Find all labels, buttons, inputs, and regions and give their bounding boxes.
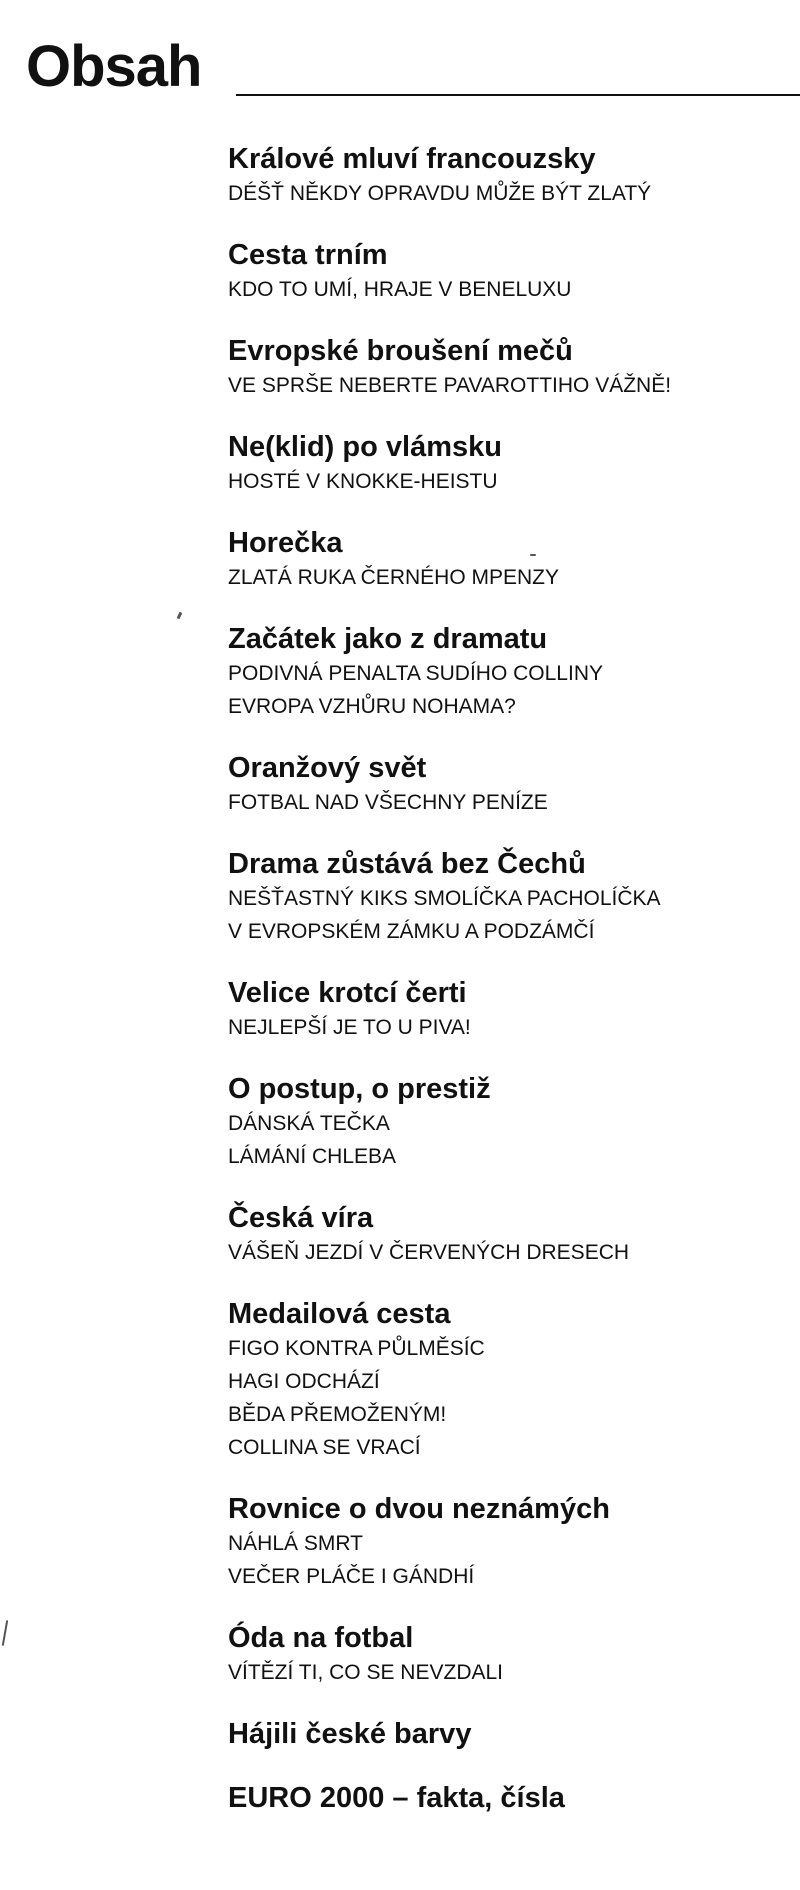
toc-entry-subtitle: LÁMÁNÍ CHLEBA	[228, 1145, 397, 1168]
toc-entry-subtitles	[228, 882, 788, 948]
toc-entry-subtitles	[228, 657, 788, 723]
toc-entry	[228, 142, 788, 210]
toc-entry-subtitle: HOSTÉ V KNOKKE-HEISTU	[228, 470, 498, 493]
toc-entry-title: Hájili české barvy	[228, 1718, 472, 1750]
toc-entry-title: Česká víra	[228, 1202, 374, 1234]
toc-entry-subtitle: COLLINA SE VRACÍ	[228, 1436, 421, 1459]
toc-entry-title: O postup, o prestiž	[228, 1073, 491, 1105]
toc-entry-subtitle: DÉŠŤ NĚKDY OPRAVDU MŮŽE BÝT ZLATÝ	[228, 182, 652, 205]
toc-entry	[228, 1781, 788, 1815]
toc-entry	[228, 430, 788, 498]
toc-entry-subtitle: V EVROPSKÉM ZÁMKU A PODZÁMČÍ	[228, 920, 595, 943]
toc-entry-subtitle: NÁHLÁ SMRT	[228, 1532, 363, 1555]
scan-speck	[2, 1620, 8, 1646]
toc-entry-subtitles	[228, 1332, 788, 1464]
toc-entry	[228, 1297, 788, 1464]
toc-entry	[228, 751, 788, 819]
toc-entry-subtitles	[228, 786, 788, 819]
toc-entry-subtitles	[228, 1236, 788, 1269]
toc-entry-subtitle: NEJLEPŠÍ JE TO U PIVA!	[228, 1016, 471, 1039]
toc-entry-subtitles	[228, 1107, 788, 1173]
page-header	[0, 0, 800, 110]
toc-entry-subtitle: DÁNSKÁ TEČKA	[228, 1112, 390, 1135]
toc-entry-subtitles	[228, 465, 788, 498]
toc-entry	[228, 238, 788, 306]
page-title: Obsah	[26, 34, 202, 99]
toc-entry	[228, 976, 788, 1044]
toc-entry	[228, 334, 788, 402]
toc-entry-title: Začátek jako z dramatu	[228, 623, 548, 655]
scan-speck	[530, 554, 536, 556]
toc-entry-title: Ne(klid) po vlámsku	[228, 431, 502, 463]
toc-entry-subtitles	[228, 369, 788, 402]
toc-entry-title: Óda na fotbal	[228, 1622, 414, 1654]
toc-entry-subtitle: VE SPRŠE NEBERTE PAVAROTTIHO VÁŽNĚ!	[228, 374, 672, 397]
toc-entry-title: Evropské broušení mečů	[228, 335, 573, 367]
toc-entry-title: Drama zůstává bez Čechů	[228, 848, 586, 880]
toc-entry	[228, 622, 788, 723]
toc-entry	[228, 847, 788, 948]
toc-entry-subtitles	[228, 273, 788, 306]
toc-entry-title: Cesta trním	[228, 239, 388, 271]
toc-entry-subtitle: HAGI ODCHÁZÍ	[228, 1370, 380, 1393]
toc-entry-subtitle: VÍTĚZÍ TI, CO SE NEVZDALI	[228, 1661, 503, 1684]
toc-entry-subtitle: FOTBAL NAD VŠECHNY PENÍZE	[228, 791, 548, 814]
scan-speck	[177, 612, 183, 620]
toc-entry	[228, 1492, 788, 1593]
toc-entry-subtitle: VÁŠEŇ JEZDÍ V ČERVENÝCH DRESECH	[228, 1241, 630, 1264]
toc-entry-title: EURO 2000 – fakta, čísla	[228, 1782, 565, 1814]
toc-entry-subtitle: BĚDA PŘEMOŽENÝM!	[228, 1403, 447, 1426]
toc-entry-subtitles	[228, 1527, 788, 1593]
toc-entry-title: Horečka	[228, 527, 343, 559]
toc-entry	[228, 1201, 788, 1269]
toc-entry-subtitle: EVROPA VZHŮRU NOHAMA?	[228, 695, 516, 718]
toc-entry	[228, 1072, 788, 1173]
toc-entry-subtitles	[228, 1656, 788, 1689]
toc-entry	[228, 1621, 788, 1689]
toc-entry-subtitle: ZLATÁ RUKA ČERNÉHO MPENZY	[228, 566, 559, 589]
toc-entry-title: Rovnice o dvou neznámých	[228, 1493, 610, 1525]
toc-entry-title: Králové mluví francouzsky	[228, 143, 596, 175]
toc-entry-subtitle: VEČER PLÁČE I GÁNDHÍ	[228, 1565, 475, 1588]
table-of-contents	[228, 142, 788, 1845]
toc-entry	[228, 1717, 788, 1751]
toc-entry-title: Medailová cesta	[228, 1298, 451, 1330]
toc-entry	[228, 526, 788, 594]
toc-entry-title: Oranžový svět	[228, 752, 427, 784]
toc-entry-subtitle: FIGO KONTRA PŮLMĚSÍC	[228, 1337, 485, 1360]
toc-entry-subtitle: PODIVNÁ PENALTA SUDÍHO COLLINY	[228, 662, 603, 685]
title-rule	[236, 94, 800, 96]
toc-entry-subtitle: KDO TO UMÍ, HRAJE V BENELUXU	[228, 278, 572, 301]
toc-entry-subtitles	[228, 1011, 788, 1044]
toc-entry-subtitle: NEŠŤASTNÝ KIKS SMOLÍČKA PACHOLÍČKA	[228, 887, 661, 910]
toc-entry-subtitles	[228, 561, 788, 594]
toc-entry-title: Velice krotcí čerti	[228, 977, 467, 1009]
toc-entry-subtitles	[228, 177, 788, 210]
